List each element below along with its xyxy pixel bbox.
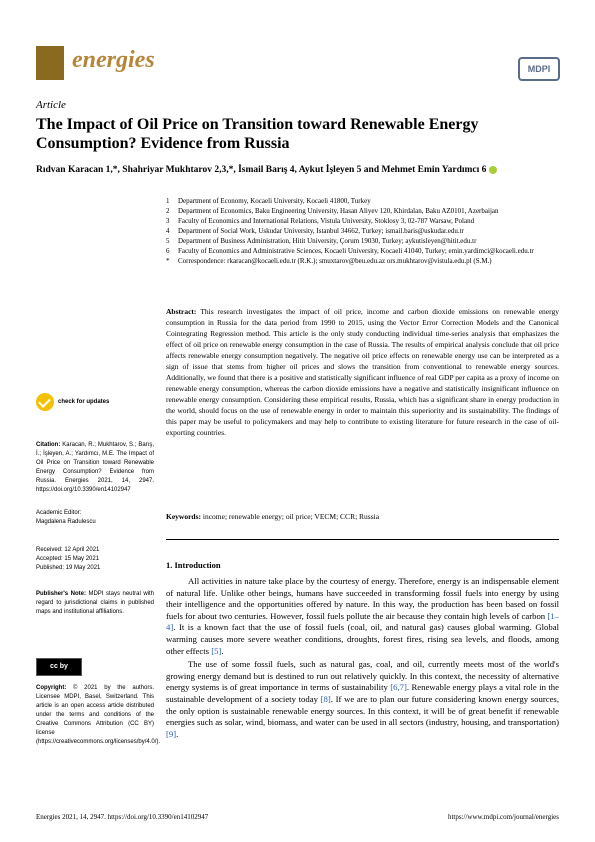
affiliation-item [166,206,566,216]
section-heading: 1. Introduction [166,560,221,570]
citation-label: Citation: [36,442,61,448]
page-title: The Impact of Oil Price on Transition toward Renewable Energy Consumption? Evidence from Russia [36,116,479,152]
cc-by-license-icon[interactable]: cc by [36,658,82,676]
keywords-label: Keywords: [166,512,201,521]
received-date: Received: 12 April 2021 [36,547,100,553]
abstract-label: Abstract: [166,307,197,316]
affiliation-item [166,226,566,236]
copyright [36,684,161,747]
affiliation-item [166,196,566,206]
affiliation-text: Department of Economy, Kocaeli University, Kocaeli 41800, Turkey [178,197,371,205]
citation-link[interactable]: [8] [320,693,331,704]
journal-name: energies [72,47,155,73]
affiliation-text: Faculty of Economics and International Relations, Vistula University, Stoklosy 3, 02-787 Warsaw, Poland [178,217,475,225]
affiliation-item [166,256,566,266]
abstract [166,306,559,438]
citation-link[interactable]: [1–4] [166,610,559,633]
citation-link[interactable]: [6,7] [390,682,407,693]
affiliation-text: Department of Business Administration, Hitit University, Çorum 19030, Turkey; aykutisleyen@hitit.edu.tr [178,237,477,245]
publisher-note-label: Publisher's Note: [36,591,86,597]
divider [166,539,559,540]
check-updates-icon [36,393,54,411]
affiliation-text: Correspondence: rkaracan@kocaeli.edu.tr (R.K.); smuxtarov@beu.edu.az ors.mukhtarov@vistula.edu.pl (S.M.) [178,257,492,265]
publisher-logo[interactable]: MDPI [518,57,560,81]
affiliation-text: Department of Economics, Baku Engineering University, Hasan Aliyev 120, Khirdalan, Baku AZ0101, Azerbaijan [178,207,499,215]
affiliation-text: Department of Social Work, Uskudar University, Istanbul 34662, Turkey; ismail.baris@uskudar.edu.tr [178,227,464,235]
keywords [166,512,559,521]
abstract-text: This research investigates the impact of oil price, income and carbon dioxide emissions on renewable energy consumption in Russia for the data period from 1990 to 2015, using the Vector Error Correction Models and the Canonical Cointegrating Regression method. This article is the only study conducting individual time-series analysis that emphasizes the effect of oil price on renewable energy consumption in the case of Russia. The results of empirical analysis conclude that oil price affects renewable energy consumption negatively. The negative oil price effects on renewable energy use can be interpreted as a sign of issue that stems from higher oil prices and slows the transition from conventional to renewable energy sources. Additionally, we found that there is a positive and statistically significant influence of real GDP per capita as a proxy of income on renewable energy consumption, whereas the carbon dioxide emissions have a negative and statistically insignificant influence on renewable energy consumption. Considering these empirical results, Russia, which has a significant share in energy production in the world, should focus on the use of renewable energy in order to maintain this superiority and its sustainability. The findings of this paper may be useful to policymakers and may help to contribute to existing literature for future research in the case of oil-exporting countries. [166,307,559,437]
check-updates-button[interactable] [36,393,109,411]
affiliation-number: 6 [166,247,170,255]
author-list [36,165,576,175]
academic-editor [36,509,154,527]
affiliation-number: 4 [166,227,170,235]
body-text [166,576,559,740]
copyright-label: Copyright: [36,685,67,691]
orcid-icon[interactable] [489,166,497,174]
published-date: Published: 19 May 2021 [36,565,101,571]
affiliation-number: 3 [166,217,170,225]
affiliation-item [166,246,566,256]
affiliations [166,196,566,266]
dates [36,546,154,573]
publisher-note [36,590,154,617]
article-type: Article [36,99,66,111]
affiliation-number: 2 [166,207,170,215]
paragraph: All activities in nature take place by the courtesy of energy. Therefore, energy is an indispensable element of natural life. Unlike other beings, humans have succeeded in transforming fossil fuels into energy by using their intelligence and the opportunities offered by nature. In this way, the production has been based on fossil fuels for about two centuries. However, fossil fuels pollute the air because they contain high levels of carbon [1–4]. It is a known fact that the use of fossil fuels (coal, oil, and natural gas) causes global warming. Global warming causes more severe weather conditions, droughts, forest fires, rising sea levels, and floods, among other effects [5]. [166,576,559,656]
citation [36,441,154,495]
affiliation-text: Faculty of Economics and Administrative Sciences, Kocaeli University, Kocaeli 41040, Turkey; emin.yardimci@kocaeli.edu.tr [178,247,534,255]
page-footer [36,813,559,821]
editor-name: Magdalena Radulescu [36,519,96,525]
affiliation-number: * [166,257,170,265]
citation-link[interactable]: [5] [211,645,222,656]
authors-text: Rıdvan Karacan 1,*, Shahriyar Mukhtarov 2,3,*, İsmail Barış 4, Aykut İşleyen 5 and Mehmet Emin Yardımcı 6 [36,165,487,175]
check-updates-label: check for updates [58,398,110,405]
accepted-date: Accepted: 15 May 2021 [36,556,100,562]
editor-label: Academic Editor: [36,510,82,516]
affiliation-number: 5 [166,237,170,245]
paragraph: The use of some fossil fuels, such as natural gas, coal, and oil, currently meets most of the world's growing energy demand but is destined to run out relatively quickly. In this context, the necessity of alternative energy systems is of great importance in terms of sustainability [6,7]. Renewable energy plays a vital role in the sustainable development of a society today [8]. If we are to plan our future considering known energy sources, the only option is sustainable renewable energy sources. In this context, it will be of great benefit if renewable energies such as solar, wind, biomass, and water can be used in all sectors (industry, housing, and transportation) [9]. [166,659,559,739]
copyright-text: © 2021 by the authors. Licensee MDPI, Basel, Switzerland. This article is an open access article distributed under the terms and conditions of the Creative Commons Attribution (CC BY) license (https://creativecommons.org/licenses/by/4.0/). [36,685,161,745]
affiliation-item [166,236,566,246]
footer-url[interactable]: https://www.mdpi.com/journal/energies [447,813,559,821]
affiliation-item [166,216,566,226]
footer-citation[interactable]: Energies 2021, 14, 2947. https://doi.org/10.3390/en14102947 [36,813,209,821]
affiliation-number: 1 [166,197,170,205]
citation-link[interactable]: [9] [166,728,177,739]
citation-text: Karacan, R.; Mukhtarov, S.; Barış, İ.; İşleyen, A.; Yardımcı, M.E. The Impact of Oil Price on Transition toward Renewable Energy Consumption? Evidence from Russia. Energies 2021, 14, 2947. https://doi.org/10.3390/en14102947 [36,442,154,493]
publisher-note-text: MDPI stays neutral with regard to jurisdictional claims in published maps and institutional affiliations. [36,591,155,615]
journal-logo-icon [36,46,64,80]
keywords-text: income; renewable energy; oil price; VECM; CCR; Russia [202,512,380,521]
